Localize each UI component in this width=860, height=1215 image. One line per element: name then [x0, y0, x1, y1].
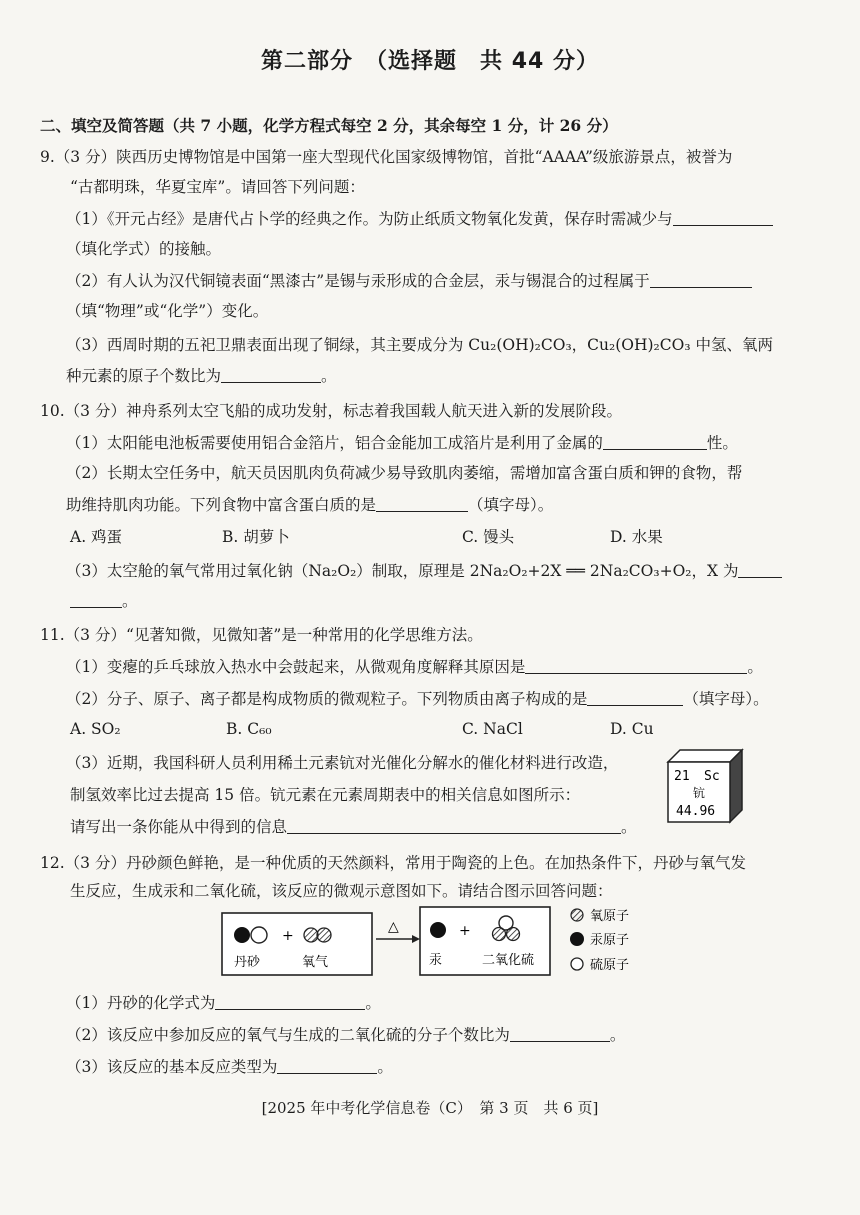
q9-part3: [66, 365, 800, 387]
sulfur-atom-icon: [251, 927, 267, 943]
q9-part2-blank[interactable]: [650, 271, 752, 288]
page-footer: [2025 年中考化学信息卷（C） 第 3 页 共 6 页]: [261, 1099, 599, 1117]
plus-sign-left: +: [282, 928, 294, 944]
q11-part1-blank[interactable]: [525, 657, 747, 674]
q10-part3-blank-b[interactable]: [70, 591, 122, 608]
label-sulfur-dioxide: 二氧化硫: [482, 953, 535, 968]
q11-part1: [66, 656, 800, 678]
legend-oxygen-icon: [571, 909, 583, 921]
q10-option-a[interactable]: A. 鸡蛋: [70, 528, 123, 546]
q9-part3-text: （3）西周时期的五祀卫鼎表面出现了铜绿，其主要成分为 Cu₂(OH)₂CO₃，Cu₂(OH)₂CO₃ 中氢、氧两: [66, 336, 773, 354]
q11-part2-end: （填字母）。: [683, 690, 769, 708]
q11-part2: [66, 688, 800, 710]
q10-option-d[interactable]: D. 水果: [610, 528, 663, 546]
q12-part2: [66, 1024, 800, 1046]
q9-part3-text2: 种元素的原子个数比为: [66, 367, 222, 385]
legend-sulfur-icon: [571, 958, 583, 970]
q9-part2: [66, 270, 800, 292]
q12-part3: [66, 1056, 800, 1078]
q9-part3-end: 。: [321, 367, 337, 385]
element-tile-scandium: [666, 748, 744, 824]
section-heading: 二、填空及简答题（共 7 小题，化学方程式每空 2 分，其余每空 1 分，计 26 分）: [40, 116, 618, 135]
q9-part1: [66, 208, 800, 230]
q10-part3-blank-a[interactable]: [738, 561, 782, 578]
q10-part1-end: 性。: [706, 434, 738, 452]
q9-part3-blank[interactable]: [221, 366, 321, 383]
q12-part1-end: 。: [365, 994, 381, 1012]
label-oxygen: 氧气: [302, 955, 329, 970]
q9-stem-line1: 9.（3 分）陕西历史博物馆是中国第一座大型现代化国家级博物馆，首批“AAAA”级旅游景点，被誉为: [40, 148, 733, 166]
q9-part2-hint: （填“物理”或“化学”）变化。: [66, 302, 269, 320]
oxygen-atom-icon: [493, 928, 506, 941]
oxygen-atom-icon: [507, 928, 520, 941]
q10-part2-blank[interactable]: [376, 495, 468, 512]
q9-part1-blank[interactable]: [673, 209, 773, 226]
q10-part3-end: 。: [122, 592, 138, 610]
q11-part1-end: 。: [747, 658, 763, 676]
q11-stem: 11.（3 分）“见著知微，见微知著”是一种常用的化学思维方法。: [40, 626, 483, 644]
q11-option-c[interactable]: C. NaCl: [462, 720, 523, 738]
q12-part1-blank[interactable]: [215, 993, 365, 1010]
q11-part2-blank[interactable]: [587, 689, 683, 706]
q12-part3-blank[interactable]: [277, 1057, 377, 1074]
q12-part2-text: （2）该反应中参加反应的氧气与生成的二氧化硫的分子个数比为: [66, 1026, 510, 1044]
arrow-head-icon: [412, 935, 420, 943]
element-mass: 44.96: [676, 804, 716, 819]
q11-option-a[interactable]: A. SO₂: [70, 720, 121, 738]
q10-part3-cont: [70, 590, 800, 612]
legend-oxygen: 氧原子: [590, 909, 630, 924]
q9-part1-text: （1）《开元占经》是唐代占卜学的经典之作。为防止纸质文物氧化发黄，保存时需减少与: [66, 210, 673, 228]
q11-part3-text: （3）近期，我国科研人员利用稀土元素钪对光催化分解水的催化材料进行改造，: [66, 754, 619, 772]
oxygen-atom-icon: [304, 928, 318, 942]
q10-part2-text: （2）长期太空任务中，航天员因肌肉负荷减少易导致肌肉萎缩，需增加富含蛋白质和钾的食物，帮: [66, 464, 743, 482]
q9-part2-text: （2）有人认为汉代铜镜表面“黑漆古”是锡与汞形成的合金层，汞与锡混合的过程属于: [66, 272, 650, 290]
element-number: 21: [674, 769, 690, 784]
q10-part1-text: （1）太阳能电池板需要使用铝合金箔片，铝合金能加工成箔片是利用了金属的: [66, 434, 603, 452]
q12-part3-text: （3）该反应的基本反应类型为: [66, 1058, 278, 1076]
q12-part2-end: 。: [609, 1026, 626, 1044]
q10-part2-text2: 助维持肌肉功能。下列食物中富含蛋白质的是: [66, 496, 377, 514]
q10-part3-text: （3）太空舱的氧气常用过氧化钠（Na₂O₂）制取，原理是 2Na₂O₂+2X ══ 2Na₂CO₃+O₂，X 为: [66, 562, 739, 580]
q10-part1: [66, 432, 800, 454]
q11-part3-blank[interactable]: [287, 817, 621, 834]
q12-part3-end: 。: [377, 1058, 393, 1076]
q10-stem: 10.（3 分）神舟系列太空飞船的成功发射，标志着我国载人航天进入新的发展阶段。: [40, 402, 622, 420]
q12-part1-text: （1）丹砂的化学式为: [66, 994, 216, 1012]
q10-part3: [66, 560, 800, 582]
legend-sulfur: 硫原子: [590, 958, 630, 973]
q12-stem-line1: 12.（3 分）丹砂颜色鲜艳，是一种优质的天然颜料，常用于陶瓷的上色。在加热条件下，丹砂与氧气发: [40, 854, 746, 872]
label-mercury: 汞: [429, 953, 443, 968]
reaction-diagram: [220, 903, 660, 983]
q9-part1-hint: （填化学式）的接触。: [66, 240, 222, 258]
q9-stem-line2: “古都明珠，华夏宝库”。请回答下列问题：: [70, 178, 365, 196]
q11-part3-text3: 请写出一条你能从中得到的信息: [70, 818, 288, 836]
plus-sign-right: +: [459, 923, 471, 939]
legend-mercury-icon: [570, 932, 584, 946]
label-cinnabar: 丹砂: [234, 955, 261, 970]
q10-part2-end: （填字母）。: [468, 496, 554, 514]
q12-stem-line2: 生反应，生成汞和二氧化硫，该反应的微观示意图如下。请结合图示回答问题：: [70, 882, 613, 900]
q11-part3-text2: 制氢效率比过去提高 15 倍。钪元素在元素周期表中的相关信息如图所示：: [70, 786, 581, 804]
q10-option-b[interactable]: B. 胡萝卜: [222, 528, 290, 546]
oxygen-atom-icon: [317, 928, 331, 942]
q11-part1-text: （1）变瘪的乒乓球放入热水中会鼓起来，从微观角度解释其原因是: [66, 658, 526, 676]
mercury-atom-icon: [234, 927, 250, 943]
heat-condition: △: [388, 919, 399, 935]
q11-option-b[interactable]: B. C₆₀: [226, 720, 272, 738]
q11-part2-text: （2）分子、原子、离子都是构成物质的微观粒子。下列物质由离子构成的是: [66, 690, 588, 708]
mercury-atom-icon: [430, 922, 446, 938]
q11-part3-end: 。: [621, 818, 637, 836]
q10-part2: [66, 494, 800, 516]
legend-mercury: 汞原子: [590, 933, 630, 948]
q10-part1-blank[interactable]: [603, 433, 707, 450]
page-title: 第二部分 （选择题 共 44 分）: [261, 49, 599, 74]
q12-part2-blank[interactable]: [510, 1025, 610, 1042]
element-symbol: Sc: [704, 769, 720, 784]
q12-part1: [66, 992, 800, 1014]
q11-option-d[interactable]: D. Cu: [610, 720, 654, 738]
q10-option-c[interactable]: C. 馒头: [462, 528, 515, 546]
element-name: 钪: [693, 786, 706, 800]
